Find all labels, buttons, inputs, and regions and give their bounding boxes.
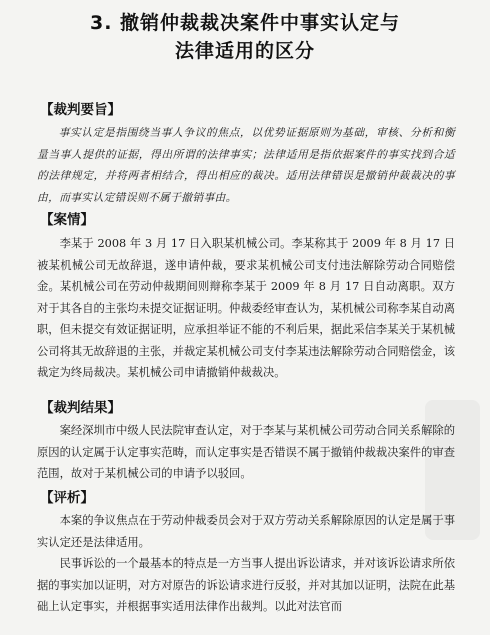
ruling-result-text: 案经深圳市中级人民法院审查认定，对于李某与某机械公司劳动合同关系解除的原因的认定属于认定事实范畴，而认定事实是否错误不属于撤销仲裁裁决案件的审查范围，故对于某机械公司的申请予以驳回。 — [37, 424, 455, 480]
section-heading-case-facts: 【案情】 — [40, 212, 94, 228]
faint-watermark — [425, 400, 480, 540]
page-title-line2: 法律适用的区分 — [174, 40, 315, 62]
section-heading-ruling-gist: 【裁判要旨】 — [40, 102, 121, 118]
section-heading-ruling-result: 【裁判结果】 — [40, 400, 121, 416]
commentary-text-2: 民事诉讼的一个最基本的特点是一方当事人提出诉讼请求，并对该诉讼请求所依据的事实加以证明，对方对原告的诉讼请求进行反驳，并对其加以证明，法院在此基础上认定事实，并根据事实适用法律作出裁判。以此对法官而 — [37, 557, 455, 613]
page-title-line1: 3. 撤销仲裁裁决案件中事实认定与 — [89, 12, 401, 34]
case-facts-text: 李某于 2008 年 3 月 17 日入职某机械公司。李某称其于 2009 年 8 月 17 日被某机械公司无故辞退，遂申请仲裁，要求某机械公司支付违法解除劳动合同赔偿金。某机械公司在劳动仲裁期间则辩称李某于 2009 年 8 月 17 日自动离职。双方对于其各自的主张均未提交证据证明。仲裁委经审查认为，某机械公司称李某自动离职，但未提交有效证据证明，应承担举证不能的不利后果，据此采信李某关于某机械公司将其无故辞退的主张，并裁定某机械公司支付李某违法解除劳动合同赔偿金，该裁定为终局裁决。某机械公司申请撤销仲裁裁决。 — [37, 237, 455, 379]
commentary-text-1: 本案的争议焦点在于劳动仲裁委员会对于双方劳动关系解除原因的认定是属于事实认定还是法律适用。 — [37, 514, 455, 549]
section-heading-commentary: 【评析】 — [40, 490, 94, 506]
ruling-gist-text: 事实认定是指围绕当事人争议的焦点，以优势证据原则为基础，审核、分析和衡量当事人提供的证据，得出所谓的法律事实；法律适用是指依据案件的事实找到合适的法律规定，并将两者相结合，得出相应的裁决。适用法律错误是撤销仲裁裁决的事由，而事实认定错误则不属于撤销事由。 — [37, 126, 455, 204]
